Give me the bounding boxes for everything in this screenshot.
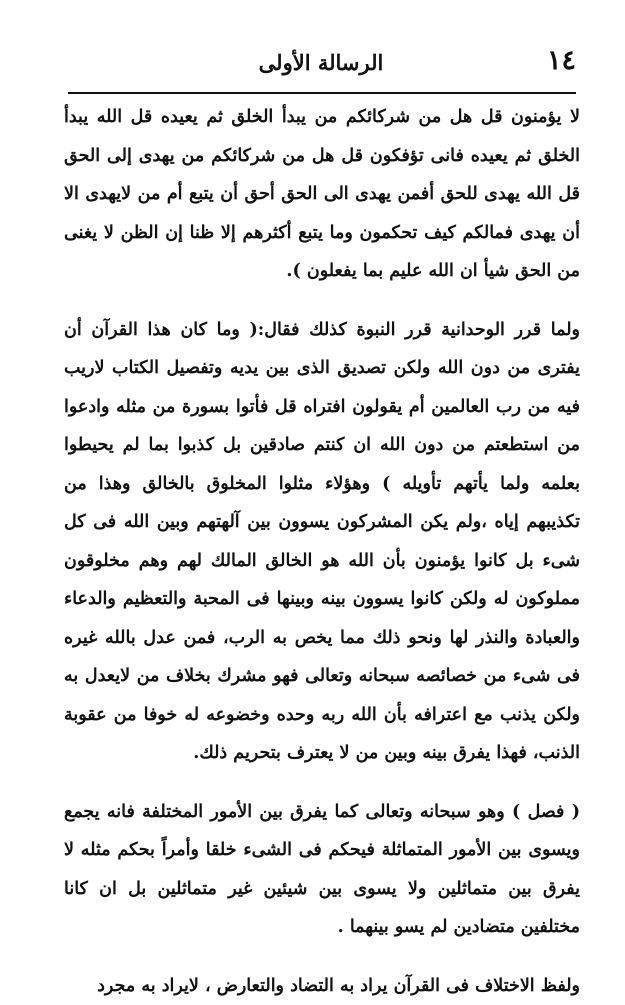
paragraph-1: لا يؤمنون قل هل من شركائكم من يبدأ الخلق ثم يعيده قل الله يبدأ الخلق ثم يعيده فانى تؤفكون قل هل من شركائكم من يهدى إلى الحق قل الله يهدى للحق أفمن يهدى الى الحق أحق أن يتبع أم من لايهدى الا أن يهدى فمالكم كيف تحكمون وما يتبع أكثرهم إلا ظنا إن الظن لا يغنى من الحق شيأ ان الله عليم بما يفعلون ). — [64, 98, 580, 291]
page-number: ١٤ — [547, 44, 576, 78]
running-title: الرسالة الأولى — [66, 48, 576, 78]
page-header — [66, 42, 576, 82]
paragraph-4: ولفظ الاختلاف فى القرآن يراد به التضاد والتعارض ، لايراد به مجرد — [64, 967, 580, 1005]
paragraph-3-fasl: ( فصل ) وهو سبحانه وتعالى كما يفرق بين الأمور المختلفة فانه يجمع ويسوى بين الأمور المتماثلة فيحكم فى الشىء خلقا وأمراً بحكم مثله لا يفرق بين متماثلين ولا يسوى بين شيئين غير متماثلين بل ان كانا مختلفين متضادين لم يسو بينهما . — [64, 793, 580, 947]
header-divider — [68, 92, 576, 94]
paragraph-2: ولما قرر الوحدانية قرر النبوة كذلك فقال:( وما كان هذا القرآن أن يفترى من دون الله ولكن تصديق الذى بين يديه وتفصيل الكتاب لاريب فيه من رب العالمين أم يقولون افتراه قل فأتوا بسورة من مثله وادعوا من استطعتم من دون الله ان كنتم صادقين بل كذبوا بما لم يحيطوا بعلمه ولما يأتهم تأويله ) وهؤلاء مثلوا المخلوق بالخالق وهذا من تكذيبهم إياه ،ولم يكن المشركون يسوون بين آلهتهم وبين الله فى كل شىء بل كانوا يؤمنون بأن الله هو الخالق المالك لهم وهم مخلوقون مملوكون له ولكن كانوا يسوون بينه وبينها فى المحبة والتعظيم والدعاء والعبادة والنذر لها ونحو ذلك مما يخص به الرب، فمن عدل بالله غيره فى شىء من خصائصه سبحانه وتعالى فهو مشرك بخلاف من لايعدل به ولكن يذنب مع اعترافه بأن الله ربه وحده وخضوعه له خوفا من عقوبة الذنب، فهذا يفرق بينه وبين من لا يعترف بتحريم ذلك. — [64, 311, 580, 773]
body-text — [64, 98, 580, 1005]
